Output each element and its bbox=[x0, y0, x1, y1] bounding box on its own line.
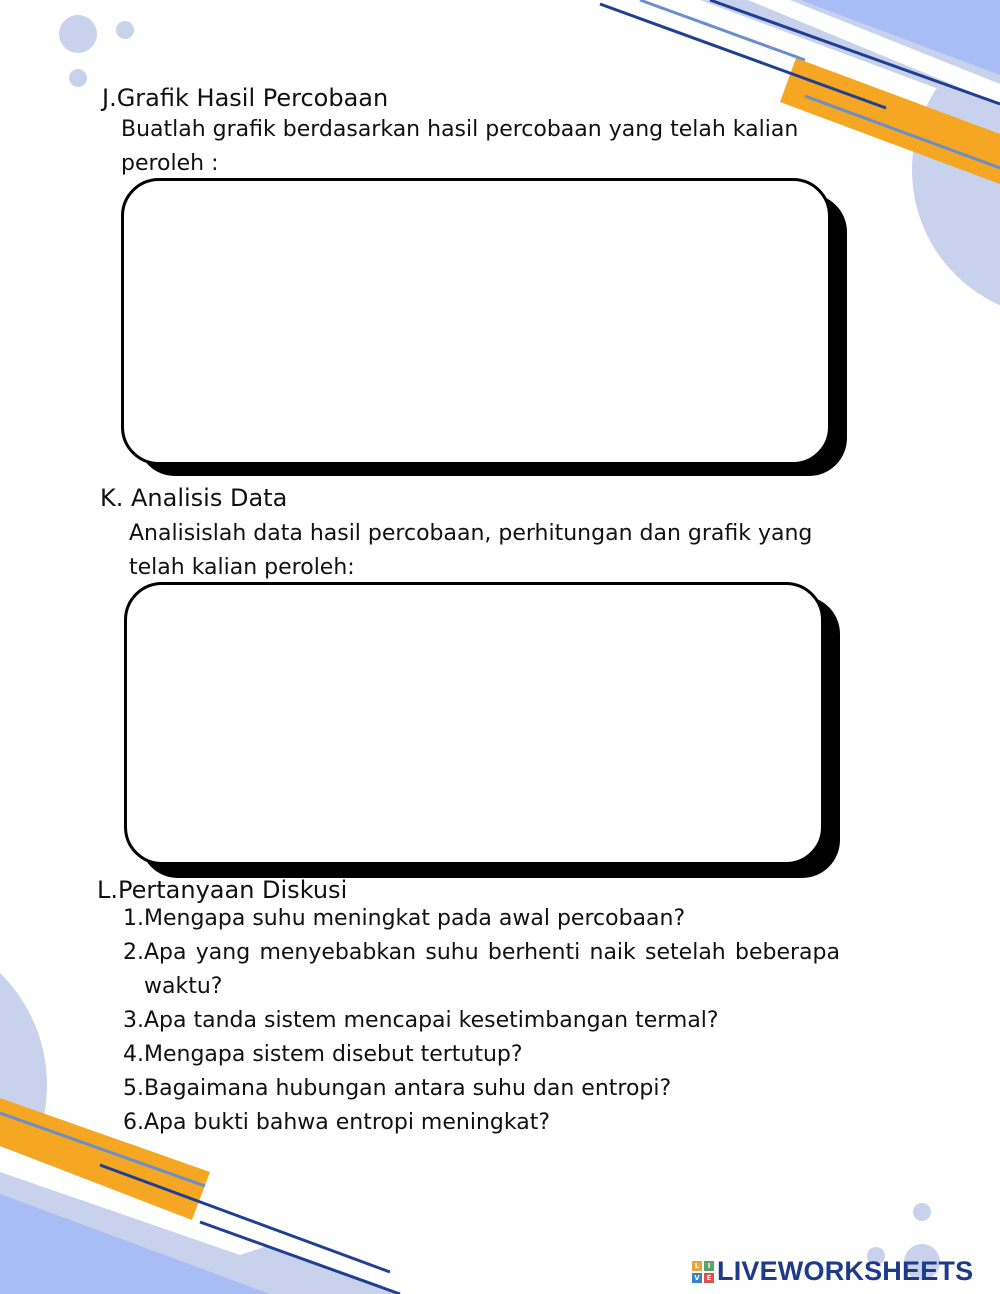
section-j-instruction: Buatlah grafik berdasarkan hasil percobaan yang telah kalian peroleh : bbox=[121, 117, 799, 176]
question-text: Mengapa suhu meningkat pada awal percobaan? bbox=[144, 906, 686, 931]
question-number: 2. bbox=[123, 940, 144, 965]
discussion-question-list bbox=[118, 902, 840, 1140]
question-text: Apa bukti bahwa entropi meningkat? bbox=[144, 1110, 550, 1135]
logo-mark-letter: V bbox=[692, 1273, 702, 1283]
answer-box-area[interactable] bbox=[121, 178, 831, 465]
analysis-answer-box[interactable] bbox=[124, 582, 840, 878]
question-number: 6. bbox=[123, 1110, 144, 1135]
section-k-instruction: Analisislah data hasil percobaan, perhitungan dan grafik yang telah kalian peroleh: bbox=[129, 521, 813, 580]
logo-mark-letter: L bbox=[692, 1261, 702, 1271]
decor-dot bbox=[59, 15, 97, 53]
section-j-title: J.Grafik Hasil Percobaan bbox=[102, 84, 389, 112]
question-text: Mengapa sistem disebut tertutup? bbox=[144, 1042, 523, 1067]
decor-dot bbox=[116, 21, 134, 39]
question-text: Apa yang menyebabkan suhu berhenti naik setelah beberapa waktu? bbox=[144, 940, 840, 999]
graph-answer-box[interactable] bbox=[121, 178, 847, 476]
question-item bbox=[118, 1072, 840, 1106]
question-item bbox=[118, 1106, 840, 1140]
question-item bbox=[118, 902, 840, 936]
decor-dot bbox=[69, 69, 87, 87]
question-item bbox=[118, 1038, 840, 1072]
section-l-title: L.Pertanyaan Diskusi bbox=[97, 876, 348, 904]
decor-dot bbox=[913, 1203, 931, 1221]
section-k-title: K. Analisis Data bbox=[100, 484, 288, 512]
question-number: 3. bbox=[123, 1008, 144, 1033]
question-number: 5. bbox=[123, 1076, 144, 1101]
logo-mark-letter: E bbox=[704, 1273, 714, 1283]
answer-box-area[interactable] bbox=[124, 582, 824, 865]
logo-mark-letter: I bbox=[704, 1261, 714, 1271]
question-number: 4. bbox=[123, 1042, 144, 1067]
question-item bbox=[118, 1004, 840, 1038]
question-item bbox=[118, 936, 840, 1004]
logo-text: LIVEWORKSHEETS bbox=[717, 1256, 974, 1286]
question-text: Apa tanda sistem mencapai kesetimbangan termal? bbox=[144, 1008, 719, 1033]
question-text: Bagaimana hubungan antara suhu dan entropi? bbox=[144, 1076, 672, 1101]
liveworksheets-logo[interactable] bbox=[692, 1256, 973, 1287]
question-number: 1. bbox=[123, 906, 144, 931]
logo-mark-icon bbox=[692, 1261, 714, 1283]
